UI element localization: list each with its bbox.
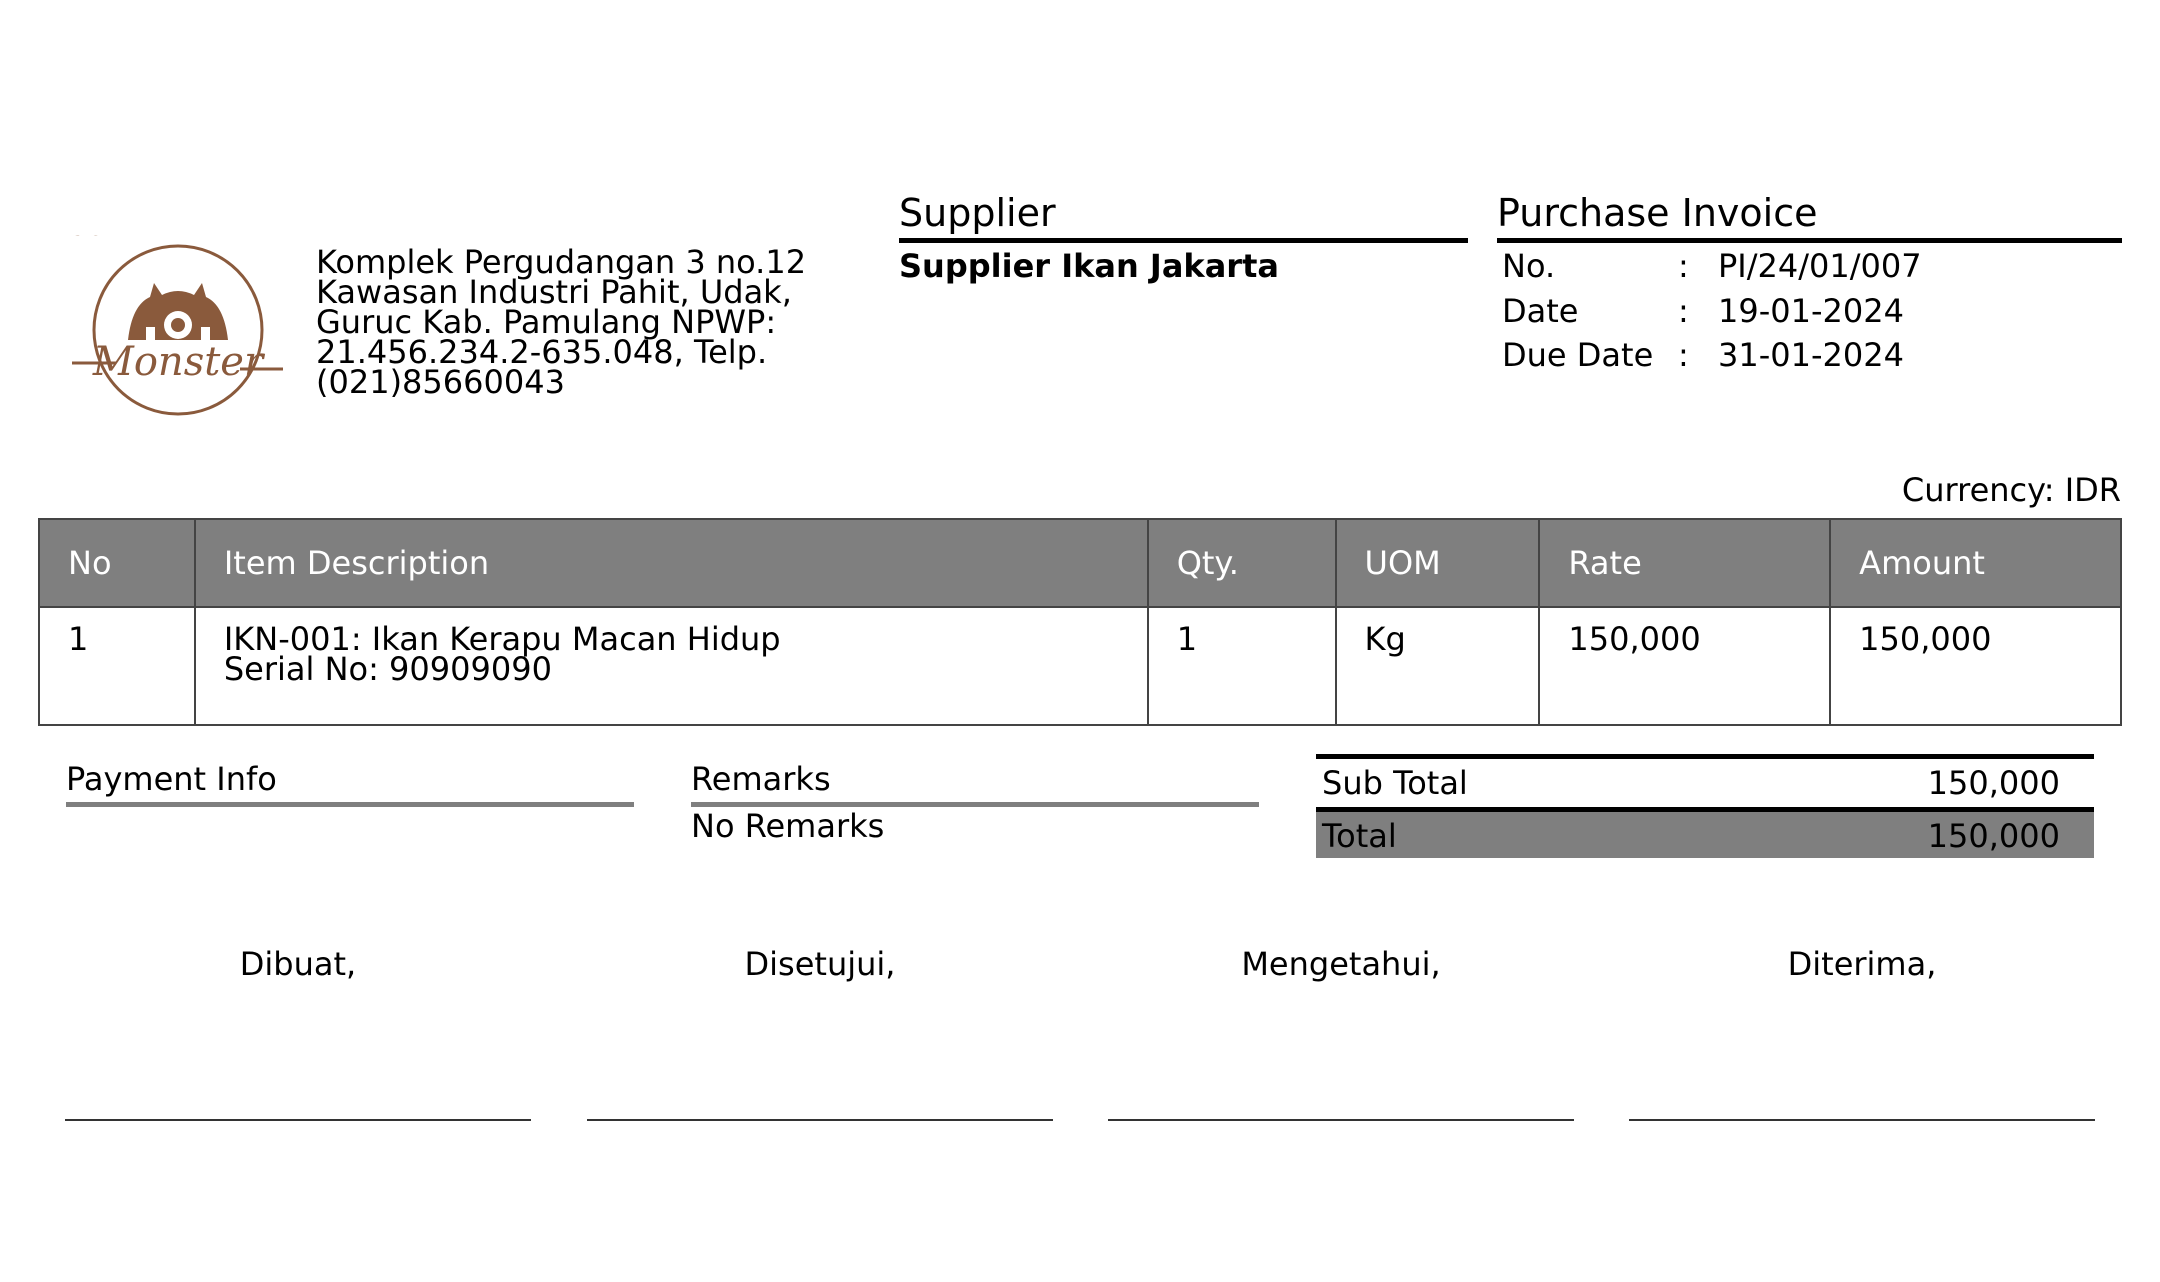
cell-description: [195, 607, 1148, 725]
invoice-number-value: PI/24/01/007: [1718, 247, 1922, 285]
column-header-qty: Qty.: [1148, 519, 1336, 607]
cell-amount: 150,000: [1830, 607, 2121, 725]
invoice-due-date-row: [1502, 335, 2102, 375]
item-description: IKN-001: Ikan Kerapu Macan Hidup: [223, 620, 781, 658]
column-header-description: Item Description: [195, 519, 1148, 607]
signature-line: [587, 1119, 1053, 1121]
total-row: [1316, 812, 2094, 858]
signature-label-acknowledged: Mengetahui,: [1241, 945, 1441, 983]
separator: :: [1678, 336, 1689, 374]
supplier-heading: Supplier: [899, 190, 1468, 243]
signature-label-created: Dibuat,: [239, 945, 357, 983]
logo-tagline: [70, 235, 213, 238]
remarks-text: No Remarks: [691, 807, 885, 845]
payment-info-heading: Payment Info: [66, 758, 634, 807]
invoice-due-date-value: 31-01-2024: [1718, 336, 1904, 374]
currency-label: Currency: IDR: [1901, 471, 2121, 509]
signature-label-received: Diterima,: [1787, 945, 1937, 983]
column-header-uom: UOM: [1336, 519, 1540, 607]
coffee-monster-logo-icon: [70, 235, 285, 435]
separator: :: [1678, 247, 1689, 285]
table-row: [39, 607, 2121, 725]
subtotal-label: Sub Total: [1322, 764, 1468, 802]
item-serial: Serial No: 90909090: [223, 650, 552, 688]
cell-rate: 150,000: [1539, 607, 1830, 725]
invoice-date-value: 19-01-2024: [1718, 292, 1904, 330]
invoice-date-row: [1502, 291, 2102, 331]
column-header-no: No: [39, 519, 195, 607]
totals-box: [1316, 754, 2094, 858]
signature-line: [1108, 1119, 1574, 1121]
column-header-amount: Amount: [1830, 519, 2121, 607]
signature-line: [1629, 1119, 2095, 1121]
total-label: Total: [1322, 817, 1397, 855]
invoice-title: Purchase Invoice: [1497, 190, 2122, 243]
invoice-due-date-label: Due Date: [1502, 336, 1654, 374]
signature-label-approved: Disetujui,: [744, 945, 896, 983]
supplier-name: Supplier Ikan Jakarta: [899, 247, 1279, 285]
subtotal-row: [1316, 759, 2094, 807]
company-logo: [70, 235, 285, 435]
cell-no: 1: [39, 607, 195, 725]
signature-line: [65, 1119, 531, 1121]
invoice-number-row: [1502, 246, 2102, 286]
cell-uom: Kg: [1336, 607, 1540, 725]
subtotal-value: 150,000: [1927, 764, 2060, 802]
invoice-number-label: No.: [1502, 247, 1556, 285]
logo-script-text: Monster: [92, 339, 264, 385]
cell-qty: 1: [1148, 607, 1336, 725]
separator: :: [1678, 292, 1689, 330]
invoice-date-label: Date: [1502, 292, 1579, 330]
remarks-heading: Remarks: [691, 758, 1259, 807]
company-address: Komplek Pergudangan 3 no.12 Kawasan Industri Pahit, Udak, Guruc Kab. Pamulang NPWP: 21.456.234.2-635.048, Telp. (021)85660043: [316, 243, 807, 401]
items-table: [38, 518, 2122, 726]
table-header-row: [39, 519, 2121, 607]
column-header-rate: Rate: [1539, 519, 1830, 607]
total-value: 150,000: [1927, 817, 2060, 855]
